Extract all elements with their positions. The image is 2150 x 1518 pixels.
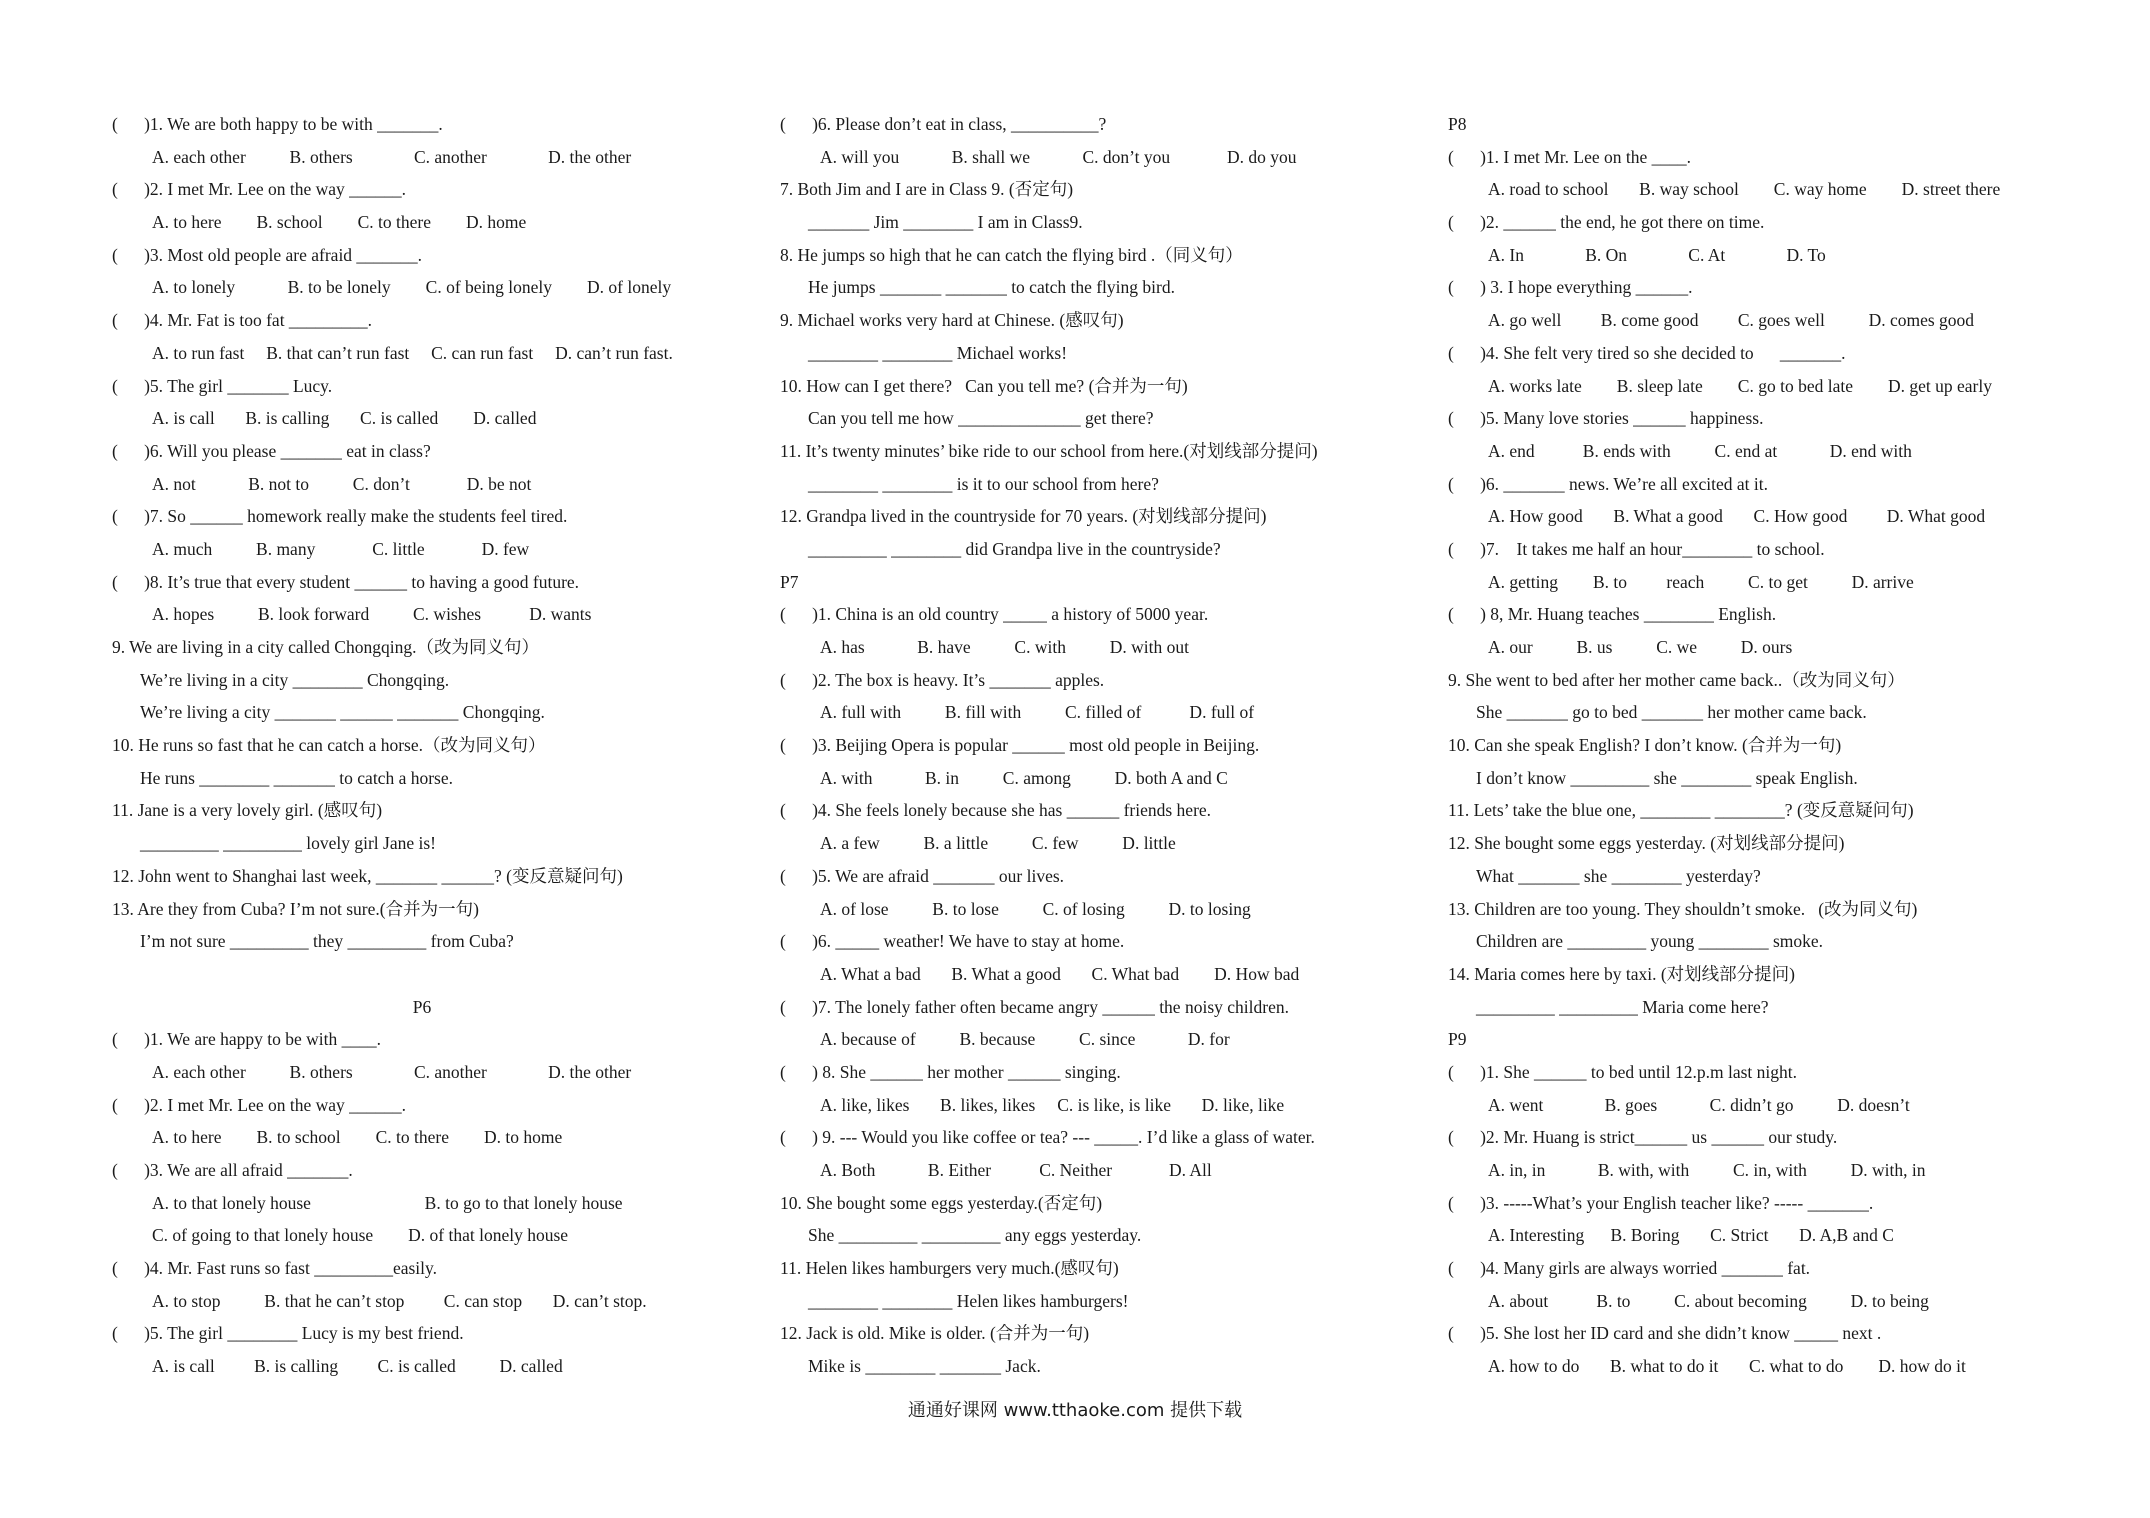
options-line: A. end B. ends with C. end at D. end with bbox=[1488, 440, 1912, 461]
question-line: ( )4. She felt very tired so she decided to _______. bbox=[1448, 342, 1846, 363]
question-line: ( )6. _______ news. We’re all excited at it. bbox=[1448, 473, 1768, 494]
item-line: 9. Michael works very hard at Chinese. (感叹句) bbox=[780, 310, 1124, 331]
options-line: A. Interesting B. Boring C. Strict D. A,B and C bbox=[1488, 1225, 1894, 1246]
item-line: 11. Lets’ take the blue one, ________ ________? (变反意疑问句) bbox=[1448, 800, 1914, 821]
options-line: A. each other B. others C. another D. the other bbox=[152, 146, 632, 167]
options-line: A. went B. goes C. didn’t go D. doesn’t bbox=[1488, 1094, 1910, 1115]
question-line: ( )5. The girl ________ Lucy is my best friend. bbox=[112, 1323, 464, 1344]
question-line: ( )1. We are happy to be with ____. bbox=[112, 1029, 381, 1050]
spacer bbox=[112, 958, 752, 991]
options-line: A. will you B. shall we C. don’t you D. do you bbox=[820, 146, 1297, 167]
item-line: 13. Children are too young. They shouldn’t smoke. (改为同义句) bbox=[1448, 898, 1918, 919]
footer-credit: 通通好课网 www.tthaoke.com 提供下载 bbox=[907, 1400, 1243, 1421]
options-line: A. how to do B. what to do it C. what to do D. how do it bbox=[1488, 1356, 1966, 1377]
answer-line: _________ _________ Maria come here? bbox=[1476, 996, 1769, 1017]
options-line: A. to here B. school C. to there D. home bbox=[152, 212, 527, 233]
item-line: 10. She bought some eggs yesterday.(否定句) bbox=[780, 1192, 1103, 1213]
item-line: 8. He jumps so high that he can catch the flying bird .（同义句） bbox=[780, 244, 1243, 265]
item-line: 12. John went to Shanghai last week, _______ ______? (变反意疑问句) bbox=[112, 865, 623, 886]
question-line: ( )7. So ______ homework really make the students feel tired. bbox=[112, 506, 568, 527]
question-line: ( )3. -----What’s your English teacher like? ----- _______. bbox=[1448, 1192, 1874, 1213]
question-line: ( )5. The girl _______ Lucy. bbox=[112, 375, 333, 396]
item-line: 10. How can I get there? Can you tell me? (合并为一句) bbox=[780, 375, 1188, 396]
options-line: A. getting B. to reach C. to get D. arrive bbox=[1488, 571, 1914, 592]
item-line: 11. Jane is a very lovely girl. (感叹句) bbox=[112, 800, 383, 821]
options-line: A. in, in B. with, with C. in, with D. with, in bbox=[1488, 1160, 1926, 1180]
question-line: ( )1. I met Mr. Lee on the ____. bbox=[1448, 146, 1692, 167]
item-line: 13. Are they from Cuba? I’m not sure.(合并为一句) bbox=[112, 898, 479, 919]
answer-line: ________ ________ is it to our school from here? bbox=[808, 473, 1159, 494]
item-line: 14. Maria comes here by taxi. (对划线部分提问) bbox=[1448, 963, 1796, 984]
answer-line: We’re living a city _______ ______ _______ Chongqing. bbox=[140, 702, 545, 723]
options-line: A. with B. in C. among D. both A and C bbox=[820, 767, 1228, 788]
options-line: A. What a bad B. What a good C. What bad D. How bad bbox=[820, 963, 1300, 984]
question-line: ( )2. Mr. Huang is strict______ us ______ our study. bbox=[1448, 1127, 1838, 1148]
answer-line: He runs ________ _______ to catch a horse. bbox=[140, 767, 453, 788]
answer-line: She _________ _________ any eggs yesterday. bbox=[808, 1225, 1142, 1246]
item-line: 10. Can she speak English? I don’t know. (合并为一句) bbox=[1448, 735, 1842, 756]
question-line: ( )4. Many girls are always worried _______ fat. bbox=[1448, 1258, 1811, 1279]
question-line: ( ) 3. I hope everything ______. bbox=[1448, 277, 1693, 298]
answer-line: ________ ________ Helen likes hamburgers! bbox=[808, 1290, 1129, 1311]
question-line: ( )3. Beijing Opera is popular ______ most old people in Beijing. bbox=[780, 735, 1260, 756]
answer-line: Children are _________ young ________ smoke. bbox=[1476, 931, 1824, 952]
options-line: A. hopes B. look forward C. wishes D. wants bbox=[152, 604, 592, 625]
options-line: A. to run fast B. that can’t run fast C. can run fast D. can’t run fast. bbox=[152, 342, 673, 363]
question-line: ( )7. The lonely father often became angry ______ the noisy children. bbox=[780, 996, 1289, 1017]
options-line: A. In B. On C. At D. To bbox=[1488, 244, 1826, 265]
question-line: ( )4. She feels lonely because she has ______ friends here. bbox=[780, 800, 1212, 821]
item-line: 9. She went to bed after her mother came back..（改为同义句） bbox=[1448, 669, 1905, 690]
question-line: ( )6. Will you please _______ eat in class? bbox=[112, 440, 431, 461]
item-line: 7. Both Jim and I are in Class 9. (否定句) bbox=[780, 179, 1074, 200]
answer-line: _______ Jim ________ I am in Class9. bbox=[808, 212, 1083, 233]
options-line: A. is call B. is calling C. is called D. called bbox=[152, 408, 537, 429]
question-line: ( )2. I met Mr. Lee on the way ______. bbox=[112, 179, 407, 200]
answer-line: ________ ________ Michael works! bbox=[808, 342, 1068, 363]
options-line: A. go well B. come good C. goes well D. comes good bbox=[1488, 310, 1975, 331]
answer-line: _________ ________ did Grandpa live in the countryside? bbox=[808, 538, 1221, 559]
answer-line: He jumps _______ _______ to catch the flying bird. bbox=[808, 277, 1175, 298]
options-line: A. How good B. What a good C. How good D. What good bbox=[1488, 506, 1986, 527]
options-line: A. works late B. sleep late C. go to bed late D. get up early bbox=[1488, 375, 1992, 396]
options-line: A. to stop B. that he can’t stop C. can stop D. can’t stop. bbox=[152, 1290, 647, 1311]
question-line: ( )5. She lost her ID card and she didn’t know _____ next . bbox=[1448, 1323, 1882, 1344]
options-line: A. about B. to C. about becoming D. to being bbox=[1488, 1290, 1929, 1311]
options-line: A. full with B. fill with C. filled of D. full of bbox=[820, 702, 1255, 723]
question-line: ( ) 9. --- Would you like coffee or tea? --- _____. I’d like a glass of water. bbox=[780, 1127, 1315, 1148]
options-line: A. a few B. a little C. few D. little bbox=[820, 833, 1176, 854]
item-line: P9 bbox=[1448, 1029, 1467, 1050]
options-line: C. of going to that lonely house D. of that lonely house bbox=[152, 1225, 569, 1246]
question-line: ( )5. We are afraid _______ our lives. bbox=[780, 865, 1065, 886]
answer-line: She _______ go to bed _______ her mother came back. bbox=[1476, 702, 1867, 723]
question-line: ( ) 8. She ______ her mother ______ singing. bbox=[780, 1061, 1121, 1082]
options-line: A. to here B. to school C. to there D. to home bbox=[152, 1127, 563, 1148]
question-line: ( )3. We are all afraid _______. bbox=[112, 1160, 353, 1180]
question-line: ( )2. I met Mr. Lee on the way ______. bbox=[112, 1094, 407, 1115]
answer-line: Mike is ________ _______ Jack. bbox=[808, 1356, 1041, 1377]
question-line: ( )2. ______ the end, he got there on time. bbox=[1448, 212, 1765, 233]
options-line: A. much B. many C. little D. few bbox=[152, 538, 530, 559]
item-line: 12. Grandpa lived in the countryside for 70 years. (对划线部分提问) bbox=[780, 506, 1267, 527]
options-line: A. road to school B. way school C. way home D. street there bbox=[1488, 179, 2001, 200]
item-line: 11. It’s twenty minutes’ bike ride to our school from here.(对划线部分提问) bbox=[780, 440, 1318, 461]
options-line: A. because of B. because C. since D. for bbox=[820, 1029, 1230, 1050]
answer-line: I don’t know _________ she ________ speak English. bbox=[1476, 767, 1858, 788]
column-left bbox=[112, 108, 752, 1383]
options-line: A. is call B. is calling C. is called D. called bbox=[152, 1356, 563, 1377]
item-line: P8 bbox=[1448, 114, 1467, 134]
question-line: ( )4. Mr. Fast runs so fast _________easily. bbox=[112, 1258, 438, 1279]
item-line: P7 bbox=[780, 571, 799, 592]
options-line: A. has B. have C. with D. with out bbox=[820, 637, 1189, 657]
question-line: ( )1. She ______ to bed until 12.p.m last night. bbox=[1448, 1061, 1798, 1082]
question-line: ( )6. _____ weather! We have to stay at home. bbox=[780, 931, 1125, 952]
item-line: 12. Jack is old. Mike is older. (合并为一句) bbox=[780, 1323, 1090, 1344]
question-line: ( )1. China is an old country _____ a history of 5000 year. bbox=[780, 604, 1209, 625]
options-line: A. not B. not to C. don’t D. be not bbox=[152, 473, 532, 494]
options-line: A. to lonely B. to be lonely C. of being lonely D. of lonely bbox=[152, 277, 672, 298]
item-line: 12. She bought some eggs yesterday. (对划线部分提问) bbox=[1448, 833, 1845, 854]
answer-line: We’re living in a city ________ Chongqing. bbox=[140, 669, 450, 690]
question-line: ( )5. Many love stories ______ happiness. bbox=[1448, 408, 1764, 429]
question-line: ( ) 8, Mr. Huang teaches ________ English. bbox=[1448, 604, 1777, 625]
item-line: 11. Helen likes hamburgers very much.(感叹句) bbox=[780, 1258, 1119, 1279]
answer-line: Can you tell me how ______________ get there? bbox=[808, 408, 1154, 429]
options-line: A. of lose B. to lose C. of losing D. to losing bbox=[820, 898, 1251, 919]
column-middle bbox=[780, 108, 1430, 1383]
options-line: A. each other B. others C. another D. the other bbox=[152, 1061, 632, 1082]
question-line: ( )8. It’s true that every student ______ to having a good future. bbox=[112, 571, 580, 592]
options-line: A. like, likes B. likes, likes C. is like, is like D. like, like bbox=[820, 1094, 1285, 1115]
question-line: ( )3. Most old people are afraid _______. bbox=[112, 244, 423, 265]
section-heading: P6 bbox=[412, 996, 432, 1017]
options-line: A. Both B. Either C. Neither D. All bbox=[820, 1160, 1212, 1180]
answer-line: What _______ she ________ yesterday? bbox=[1476, 865, 1761, 886]
column-right bbox=[1448, 108, 2088, 1383]
item-line: 10. He runs so fast that he can catch a horse.（改为同义句） bbox=[112, 735, 546, 756]
question-line: ( )2. The box is heavy. It’s _______ apples. bbox=[780, 669, 1105, 690]
question-line: ( )4. Mr. Fat is too fat _________. bbox=[112, 310, 373, 331]
item-line: 9. We are living in a city called Chongqing.（改为同义句） bbox=[112, 637, 539, 657]
question-line: ( )1. We are both happy to be with _______. bbox=[112, 114, 443, 134]
question-line: ( )6. Please don’t eat in class, __________? bbox=[780, 114, 1107, 134]
answer-line: I’m not sure _________ they _________ from Cuba? bbox=[140, 931, 514, 952]
options-line: A. our B. us C. we D. ours bbox=[1488, 637, 1793, 657]
options-line: A. to that lonely house B. to go to that lonely house bbox=[152, 1192, 623, 1213]
question-line: ( )7. It takes me half an hour________ to school. bbox=[1448, 538, 1825, 559]
answer-line: _________ _________ lovely girl Jane is! bbox=[140, 833, 437, 854]
